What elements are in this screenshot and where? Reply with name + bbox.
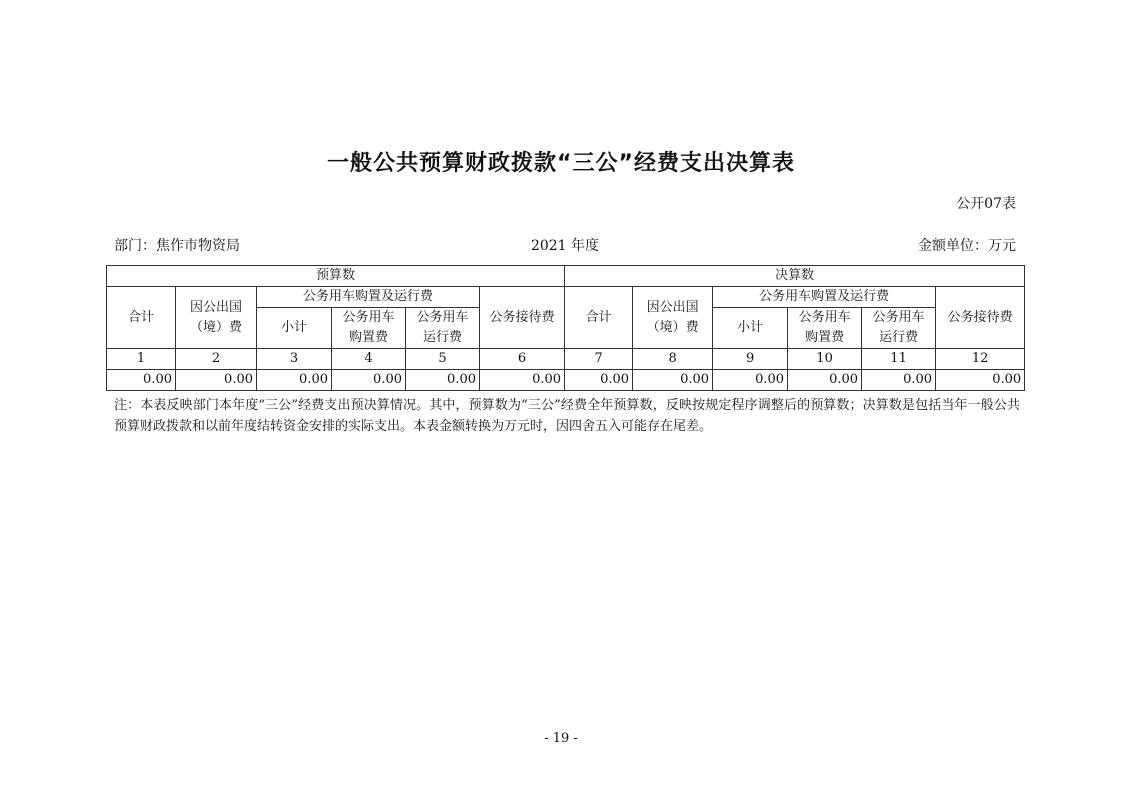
- final-subtotal-header: 小计: [713, 308, 788, 349]
- group-budget-header: 预算数: [107, 266, 565, 287]
- budget-abroad-header: [176, 287, 257, 349]
- budget-car-purchase-header: [332, 308, 406, 349]
- final-total-header: 合计: [565, 287, 633, 349]
- index-cell: 5: [406, 349, 480, 370]
- value-cell: 0.00: [633, 370, 713, 391]
- index-cell: 4: [332, 349, 406, 370]
- index-cell: 11: [862, 349, 936, 370]
- budget-total-header: 合计: [107, 287, 176, 349]
- index-cell: 6: [480, 349, 565, 370]
- value-cell: 0.00: [406, 370, 480, 391]
- index-cell: 8: [633, 349, 713, 370]
- meta-row: [114, 235, 1016, 255]
- index-cell: 9: [713, 349, 788, 370]
- value-row: [107, 370, 1025, 391]
- final-abroad-header: [633, 287, 713, 349]
- budget-subtotal-header: 小计: [257, 308, 332, 349]
- budget-car-run-header: [406, 308, 480, 349]
- budget-car-purchase-line2: 购置费: [348, 330, 388, 345]
- index-row: [107, 349, 1025, 370]
- page-number: - 19 -: [544, 731, 578, 746]
- index-cell: 12: [936, 349, 1025, 370]
- budget-car-run-line1: 公务用车: [416, 310, 469, 325]
- index-cell: 2: [176, 349, 257, 370]
- year-label: 2021 年度: [530, 238, 600, 254]
- final-car-run-line1: 公务用车: [872, 310, 925, 325]
- index-cell: 10: [788, 349, 862, 370]
- budget-abroad-line1: 因公出国: [189, 299, 242, 315]
- value-cell: 0.00: [480, 370, 565, 391]
- group-final-header: 决算数: [565, 266, 1025, 287]
- final-abroad-line2: （境）费: [646, 319, 699, 335]
- value-cell: 0.00: [332, 370, 406, 391]
- budget-abroad-line2: （境）费: [189, 319, 242, 335]
- final-car-purchase-line1: 公务用车: [798, 310, 851, 325]
- value-cell: 0.00: [107, 370, 176, 391]
- index-cell: 3: [257, 349, 332, 370]
- value-cell: 0.00: [713, 370, 788, 391]
- page-title: 一般公共预算财政拨款“三公”经费支出决算表: [327, 151, 795, 176]
- final-car-run-line2: 运行费: [879, 330, 919, 345]
- final-reception-header: 公务接待费: [936, 287, 1025, 349]
- value-cell: 0.00: [862, 370, 936, 391]
- final-car-run-header: [862, 308, 936, 349]
- unit-label: 金额单位：万元: [918, 238, 1016, 254]
- index-cell: 7: [565, 349, 633, 370]
- final-abroad-line1: 因公出国: [646, 299, 699, 315]
- value-cell: 0.00: [936, 370, 1025, 391]
- value-cell: 0.00: [176, 370, 257, 391]
- index-cell: 1: [107, 349, 176, 370]
- expenditure-table: [106, 265, 1025, 391]
- value-cell: 0.00: [257, 370, 332, 391]
- form-code: 公开07表: [956, 196, 1016, 212]
- final-car-purchase-line2: 购置费: [805, 330, 845, 345]
- value-cell: 0.00: [565, 370, 633, 391]
- department-label: 部门：焦作市物资局: [114, 238, 240, 254]
- budget-car-purchase-line1: 公务用车: [342, 310, 395, 325]
- header-row-groups: [107, 266, 1025, 287]
- budget-reception-header: 公务接待费: [480, 287, 565, 349]
- header-row-columns: [107, 287, 1025, 308]
- budget-car-group-header: 公务用车购置及运行费: [257, 287, 480, 308]
- final-car-group-header: 公务用车购置及运行费: [713, 287, 936, 308]
- final-car-purchase-header: [788, 308, 862, 349]
- table-note: 注：本表反映部门本年度“三公”经费支出预决算情况。其中，预算数为“三公”经费全年预算数，反映按规定程序调整后的预算数；决算数是包括当年一般公共预算财政拨款和以前年度结转资金安排的实际支出。本表金额转换为万元时，因四舍五入可能存在尾差。: [114, 398, 1020, 434]
- budget-car-run-line2: 运行费: [422, 330, 462, 345]
- value-cell: 0.00: [788, 370, 862, 391]
